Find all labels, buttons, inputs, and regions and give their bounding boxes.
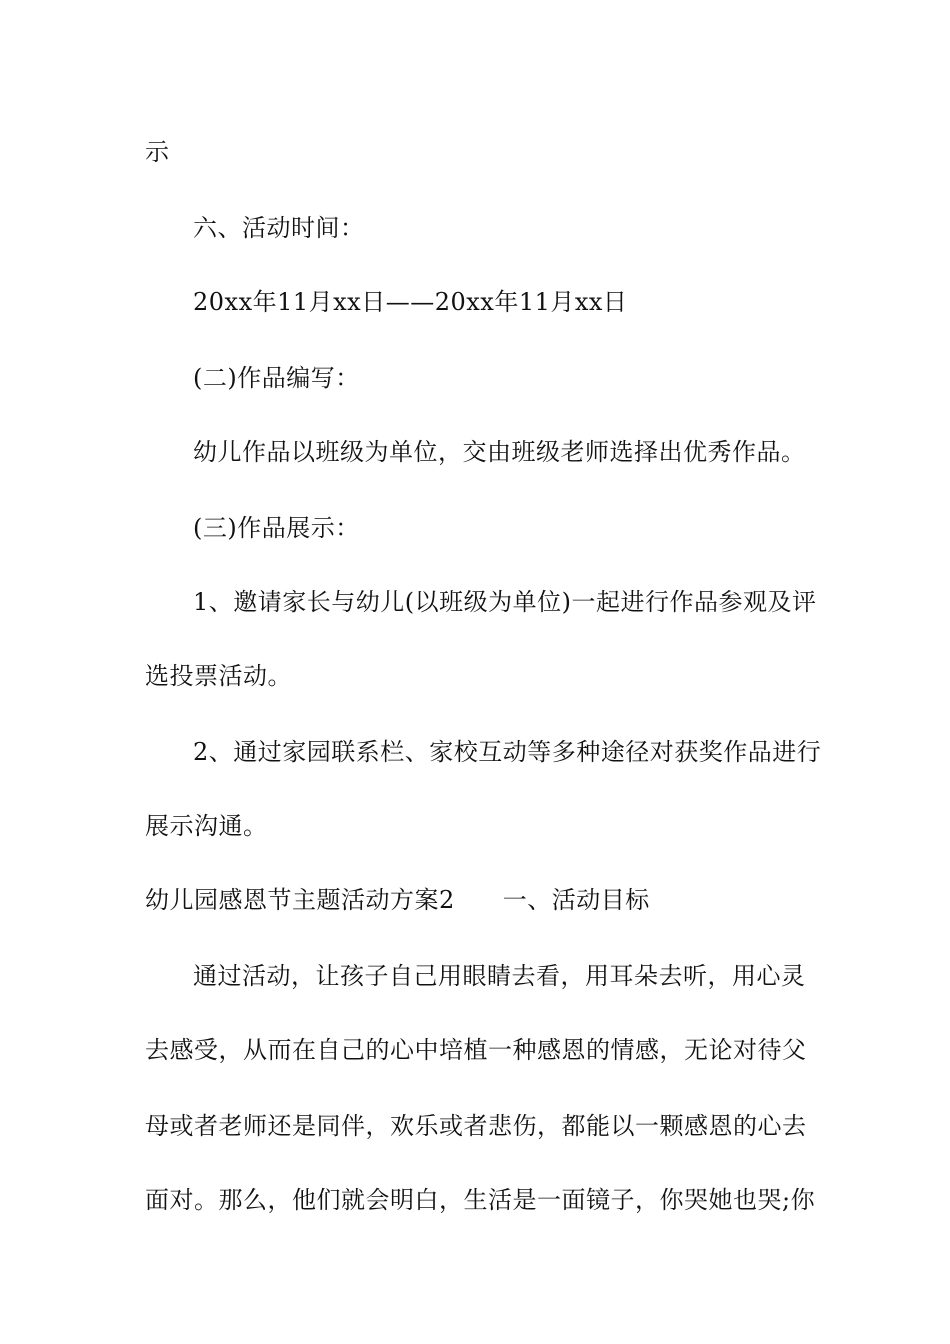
body-paragraph-line-1: 通过活动，让孩子自己用眼睛去看，用耳朵去听，用心灵: [193, 962, 806, 990]
activity-date-range: 20xx年11月xx日——20xx年11月xx日: [193, 288, 628, 316]
list-item-2-line-1: 2、通过家园联系栏、家校互动等多种途径对获奖作品进行: [193, 738, 822, 766]
section-title-row: [145, 884, 825, 916]
body-paragraph-line-3: 母或者老师还是同伴，欢乐或者悲伤，都能以一颗感恩的心去: [145, 1112, 807, 1140]
section-subtitle: 一、活动目标: [502, 886, 650, 914]
heading-activity-time: 六、活动时间：: [193, 214, 365, 242]
list-item-1-line-2: 选投票活动。: [145, 662, 292, 690]
section-title: 幼儿园感恩节主题活动方案2: [145, 886, 455, 914]
heading-work-display: (三)作品展示：: [193, 514, 360, 542]
list-item-2-line-2: 展示沟通。: [145, 812, 268, 840]
body-paragraph-line-4: 面对。那么，他们就会明白，生活是一面镜子，你哭她也哭;你: [145, 1186, 816, 1214]
paragraph-work-selection: 幼儿作品以班级为单位，交由班级老师选择出优秀作品。: [193, 438, 806, 466]
list-item-1-line-1: 1、邀请家长与幼儿(以班级为单位)一起进行作品参观及评: [193, 588, 817, 616]
heading-work-writing: (二)作品编写：: [193, 364, 360, 392]
body-paragraph-line-2: 去感受，从而在自己的心中培植一种感恩的情感，无论对待父: [145, 1036, 807, 1064]
text-line-continuation: 示: [145, 138, 170, 166]
